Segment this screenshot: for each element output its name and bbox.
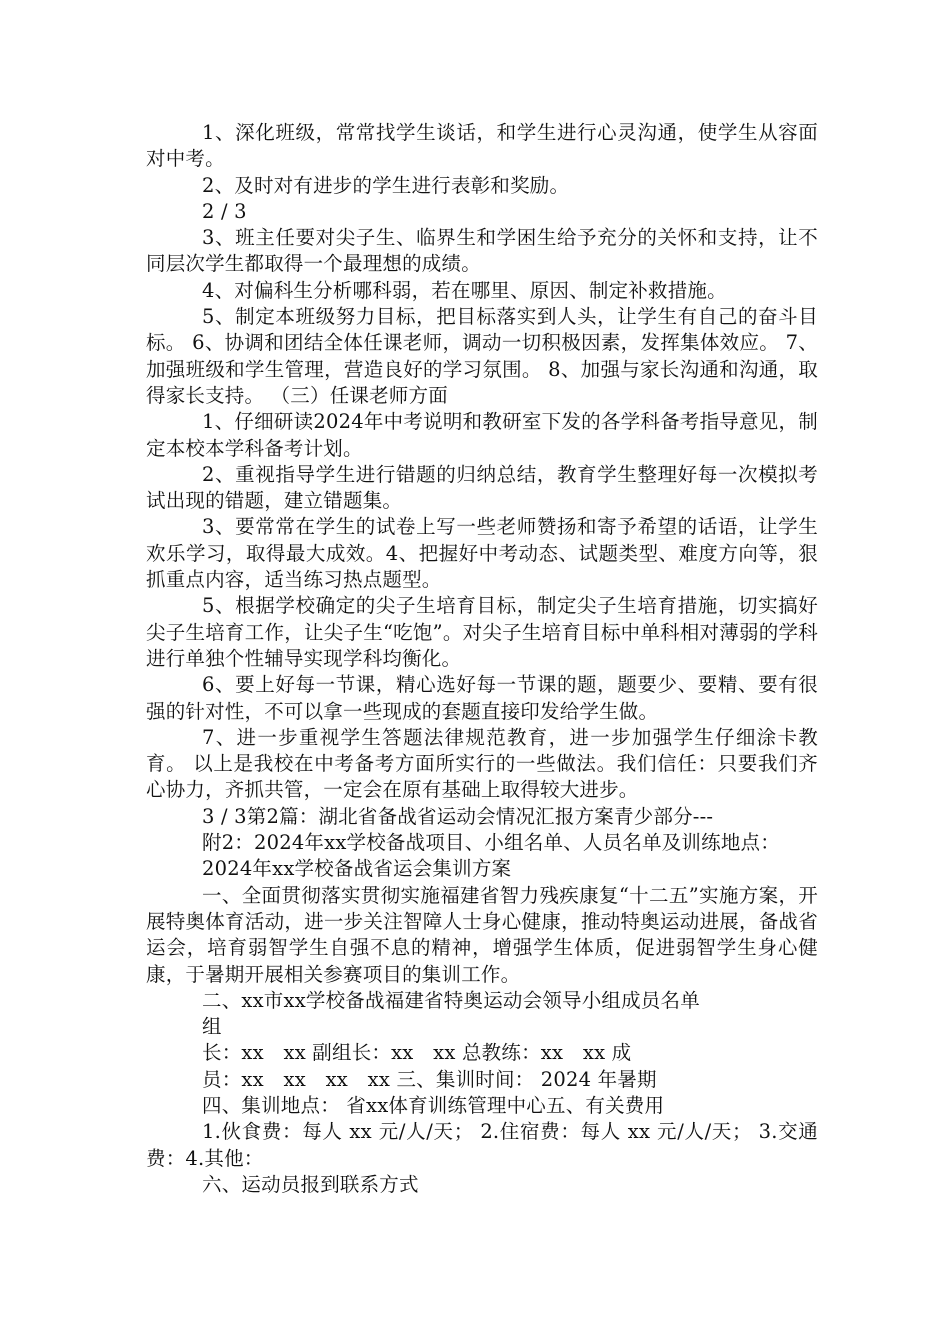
paragraph: 六、运动员报到联系方式 <box>202 1172 419 1196</box>
paragraph: 1、仔细研读2024年中考说明和教研室下发的各学科备考指导意见，制定本校本学科备考计划。 <box>146 410 818 460</box>
paragraph: 5、根据学校确定的尖子生培育目标，制定尖子生培育措施，切实搞好尖子生培育工作，让尖子生“吃饱”。对尖子生培育目标中单科相对薄弱的学科进行单独个性辅导实现学科均衡化。 <box>146 594 818 670</box>
paragraph: 长：xx xx 副组长：xx xx 总教练：xx xx 成 <box>202 1041 632 1065</box>
paragraph: 6、要上好每一节课，精心选好每一节课的题，题要少、要精、要有很强的针对性，不可以拿一些现成的套题直接印发给学生做。 <box>146 673 818 723</box>
paragraph: 2、及时对有进步的学生进行表彰和奖励。 <box>202 173 570 197</box>
paragraph: 附2：2024年xx学校备战项目、小组名单、人员名单及训练地点： <box>202 831 780 855</box>
paragraph: 2、重视指导学生进行错题的归纳总结，教育学生整理好每一次模拟考试出现的错题，建立错题集。 <box>146 462 818 513</box>
paragraph: 7、进一步重视学生答题法律规范教育，进一步加强学生仔细涂卡教育。 以上是我校在中考备考方面所实行的一些做法。我们信任：只要我们齐心协力，齐抓共管，一定会在原有基础上取得较大进步。 <box>146 725 818 802</box>
paragraph: 5、制定本班级努力目标，把目标落实到人头，让学生有自己的奋斗目标。 6、协调和团结全体任课老师，调动一切积极因素，发挥集体效应。 7、加强班级和学生管理，营造良好的学习氛围。 8、加强与家长沟通和沟通，取得家长支持。 （三）任课老师方面 <box>146 305 818 407</box>
paragraph: 3、班主任要对尖子生、临界生和学困生给予充分的关怀和支持，让不同层次学生都取得一个最理想的成绩。 <box>146 226 818 276</box>
page-number: 2 / 3 <box>202 199 247 223</box>
paragraph: 4、对偏科生分析哪科弱，若在哪里、原因、制定补救措施。 <box>202 278 727 302</box>
paragraph: 一、全面贯彻落实贯彻实施福建省智力残疾康复“十二五”实施方案，开展特奥体育活动，进一步关注智障人士身心健康，推动特奥运动进展，备战省运会，培育弱智学生自强不息的精神，增强学生体质，促进弱智学生身心健康，于暑期开展相关参赛项目的集训工作。 <box>146 883 818 986</box>
paragraph: 1、深化班级，常常找学生谈话，和学生进行心灵沟通，使学生从容面对中考。 <box>146 121 818 171</box>
document-body <box>146 120 818 1198</box>
paragraph: 员：xx xx xx xx 三、集训时间： 2024 年暑期 <box>202 1067 657 1091</box>
paragraph: 四、集训地点： 省xx体育训练管理中心五、有关费用 <box>202 1093 665 1117</box>
paragraph: 1.伙食费：每人 xx 元/人/天； 2.住宿费：每人 xx 元/人/天； 3.交通费：4.其他： <box>146 1120 818 1170</box>
paragraph: 组 <box>202 1015 222 1039</box>
plan-title: 2024年xx学校备战省运会集训方案 <box>202 857 512 881</box>
paragraph: 3、要常常在学生的试卷上写一些老师赞扬和寄予希望的话语，让学生欢乐学习，取得最大成效。4、把握好中考动态、试题类型、难度方向等，狠抓重点内容，适当练习热点题型。 <box>146 515 818 592</box>
section-heading: 3 / 3第2篇：湖北省备战省运动会情况汇报方案青少部分--- <box>202 804 714 828</box>
paragraph: 二、xx市xx学校备战福建省特奥运动会领导小组成员名单 <box>202 988 700 1012</box>
